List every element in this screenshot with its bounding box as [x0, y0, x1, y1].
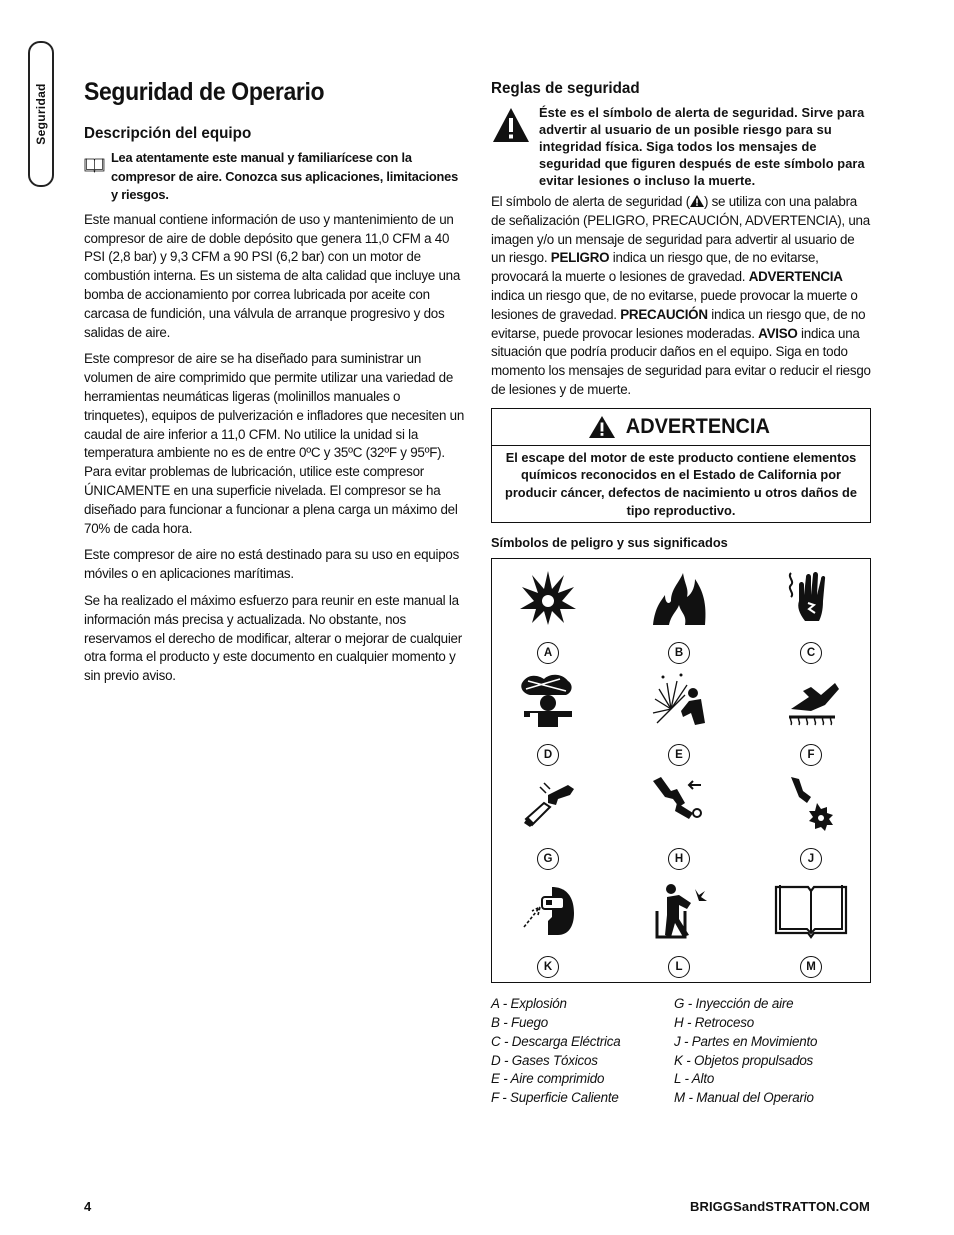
symbol-b — [629, 567, 729, 667]
right-column — [491, 80, 871, 1108]
fire-icon — [649, 567, 709, 627]
book-note — [84, 149, 466, 205]
kickback-icon — [649, 773, 709, 833]
legend-item: F - Superficie Caliente — [491, 1090, 619, 1106]
symbol-letter: M — [800, 956, 822, 978]
symbol-letter: D — [537, 744, 559, 766]
legend-item: E - Aire comprimido — [491, 1071, 605, 1087]
symbol-letter: F — [800, 744, 822, 766]
inline-alert-icon — [690, 195, 704, 207]
alert-note — [491, 104, 871, 189]
book-note-text: Lea atentamente este manual y familiarícese con la compresor de aire. Conozca sus aplicaciones, limitaciones y riesgos. — [110, 150, 458, 203]
legend-item: K - Objetos propulsados — [674, 1052, 814, 1068]
legend-column-1 — [491, 995, 674, 1108]
legend-item: C - Descarga Eléctrica — [491, 1033, 621, 1049]
hot-surface-icon — [781, 669, 841, 729]
legend-item: H - Retroceso — [674, 1014, 754, 1030]
symbol-letter: E — [668, 744, 690, 766]
section-heading-safety-rules: Reglas de seguridad — [491, 80, 640, 97]
legend-column-2 — [674, 995, 817, 1108]
symbol-c — [761, 567, 861, 667]
alert-note-text: Éste es el símbolo de alerta de seguridad. Sirve para advertir al usuario de un posible riesgo para su integridad física. Siga todos los mensajes de seguridad que figuren después de este símbolo para evitar lesiones o incluso la muerte. — [539, 105, 865, 188]
symbol-letter: K — [537, 956, 559, 978]
flying-objects-icon — [518, 881, 578, 941]
symbol-k — [498, 881, 598, 981]
operator-manual-icon — [774, 881, 848, 939]
compressed-air-icon — [649, 669, 709, 729]
symbol-letter: C — [800, 642, 822, 664]
electric-shock-icon — [781, 567, 841, 627]
footer-website: BRIGGSandSTRATTON.COM — [689, 1199, 870, 1214]
paragraph-2: Este compresor de aire se ha diseñado para suministrar un volumen de aire comprimido que permite utilizar una variedad de herramientas neumáticas ligeras (molinillos manuales o trinquetes), equipos de pulverización e infladores que necesiten un caudal de aire inferior a 11,0 CFM. No utilice la unidad si la temperatura ambiente no es de entre 0ºC y 35ºC (32ºF y 95ºF). Para evitar problemas de lubricación, utilice este compresor ÚNICAMENTE en una superficie nivelada. El compresor se ha diseñado para funcionar a funcionar a plena carga un máximo del 70% de cada hora. — [84, 351, 465, 536]
paragraph-4: Se ha realizado el máximo esfuerzo para reunir en este manual la información más precisa y actualizada. No obstante, nos reservamos el derecho de modificar, alterar o mejorar de cualquier otra forma el producto y este documento en cualquier momento y sin previo aviso. — [84, 592, 462, 684]
symbol-j — [761, 773, 861, 873]
hazard-symbols-grid — [491, 558, 871, 983]
symbol-d — [498, 669, 598, 769]
legend-item: G - Inyección de aire — [674, 996, 794, 1012]
toxic-fumes-icon — [518, 669, 578, 729]
side-tab-label: Seguridad — [34, 83, 48, 145]
symbol-a — [498, 567, 598, 667]
explosion-icon — [518, 567, 578, 627]
left-column — [84, 78, 466, 694]
symbol-letter: B — [668, 642, 690, 664]
legend-item: M - Manual del Operario — [674, 1090, 814, 1106]
signal-words-paragraph: El símbolo de alerta de seguridad ( ) se utiliza con una palabra de señalización (PELIGRO, PRECAUCIÓN, ADVERTENCIA), una imagen y/o un mensaje de seguridad para advertir al usuario de un riesgo. PELIGRO indica un riesgo que, de no evitarse, provocará la muerte o lesiones de gravedad. ADVERTENCIA indica un riesgo que, de no evitarse, puede provocar la muerte o lesiones de gravedad. PRECAUCIÓN indica un riesgo que, de no evitarse, puede provocar lesiones moderadas. AVISO indica una situación que podría producir daños en el equipo. Siga en todo momento los mensajes de seguridad para evitar o reducir el riesgo de lesiones y de muerte. — [491, 194, 871, 397]
symbol-letter: J — [800, 848, 822, 870]
symbol-l — [629, 881, 729, 981]
air-injection-icon — [518, 773, 578, 833]
section-heading-equipment: Descripción del equipo — [84, 125, 252, 142]
legend-item: B - Fuego — [491, 1014, 548, 1030]
symbol-letter: G — [537, 848, 559, 870]
warning-alert-icon — [588, 415, 616, 439]
warning-title: ADVERTENCIA — [625, 414, 771, 438]
symbol-h — [629, 773, 729, 873]
page-title: Seguridad de Operario — [84, 78, 325, 106]
legend-item: L - Alto — [674, 1071, 715, 1087]
paragraph-1: Este manual contiene información de uso y mantenimiento de un compresor de aire de doble depósito que genera 11,0 CFM a 40 PSI (2,8 bar) y 9,3 CFM a 90 PSI (6,2 bar) con un motor de combustión interna. Es un sistema de alta calidad que incluye una bomba de accionamiento por correa lubricada por aceite con carcasa de fundición, una válvula de arranque progresivo y dos salidas de aire. — [84, 211, 461, 340]
legend-item: D - Gases Tóxicos — [491, 1052, 598, 1068]
legend-item: J - Partes en Movimiento — [674, 1033, 818, 1049]
symbol-e — [629, 669, 729, 769]
warning-box — [491, 408, 871, 523]
symbol-letter: A — [537, 642, 559, 664]
symbol-letter: H — [668, 848, 690, 870]
page-number: 4 — [84, 1199, 92, 1214]
symbol-g — [498, 773, 598, 873]
symbol-f — [761, 669, 861, 769]
symbols-legend — [491, 995, 871, 1108]
legend-item: A - Explosión — [491, 996, 567, 1012]
warning-body: El escape del motor de este producto contiene elementos químicos reconocidos en el Estado de California por producir cáncer, defectos de nacimiento u otros daños de tipo reproductivo. — [505, 449, 857, 518]
safety-alert-icon — [491, 106, 531, 144]
symbol-letter: L — [668, 956, 690, 978]
section-side-tab — [28, 41, 54, 187]
warning-header — [492, 409, 870, 446]
symbol-m — [761, 881, 861, 981]
paragraph-3: Este compresor de aire no está destinado para su uso en equipos móviles o en aplicaciones marítimas. — [84, 547, 460, 582]
symbols-heading: Símbolos de peligro y sus significados — [491, 535, 728, 551]
book-icon — [84, 149, 105, 181]
moving-parts-icon — [781, 773, 841, 833]
high-place-icon — [649, 881, 709, 941]
